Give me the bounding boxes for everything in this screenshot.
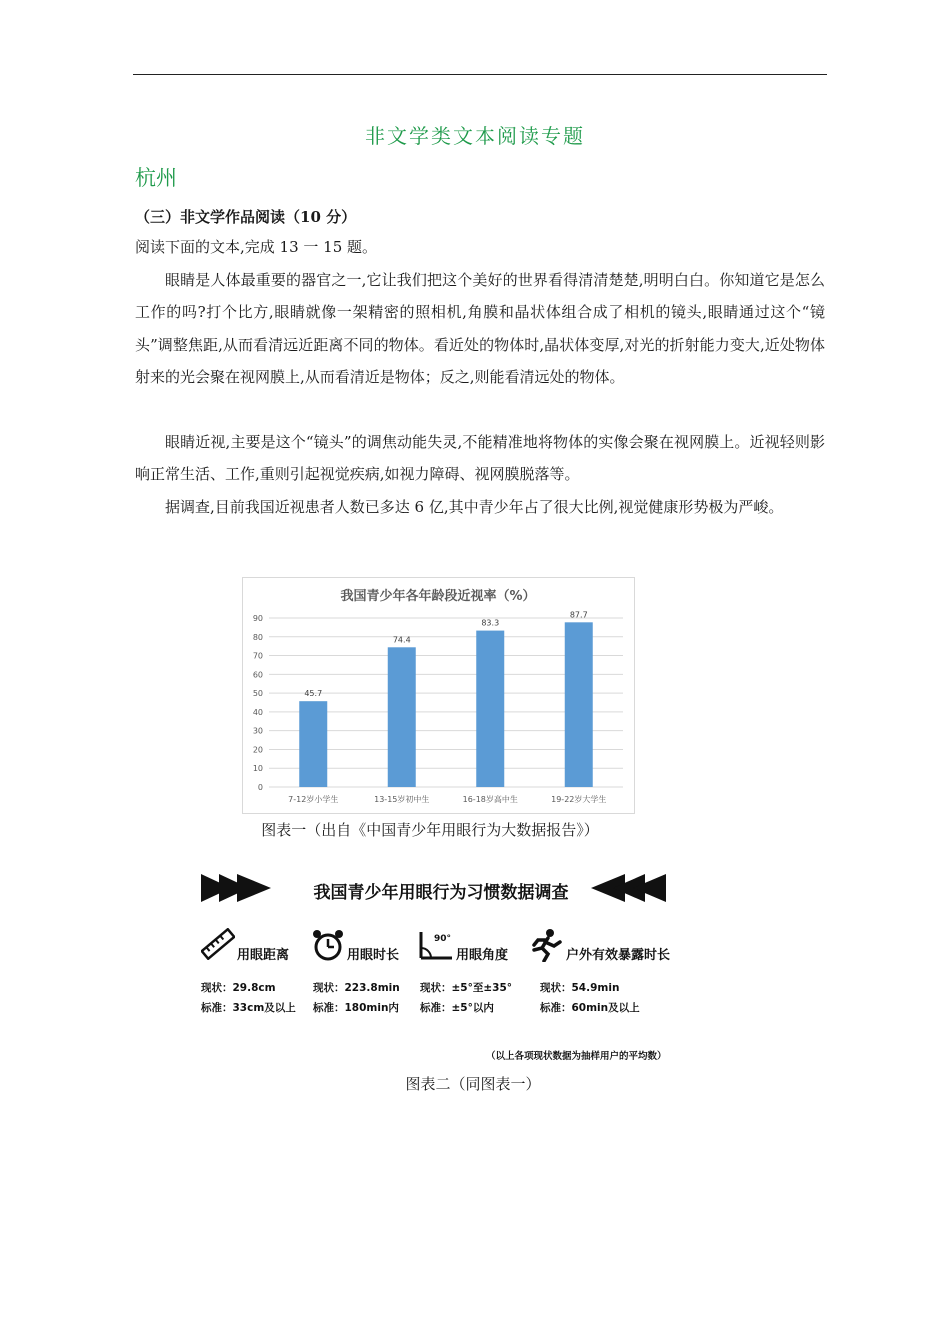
header-rule (133, 74, 827, 75)
y-tick-label: 20 (252, 745, 263, 755)
infographic-note: （以上各项现状数据为抽样用户的平均数） (486, 1051, 667, 1062)
arrow-left-icon (591, 870, 666, 906)
x-tick-label: 19-22岁大学生 (551, 795, 607, 804)
distance-standard: 标准：33cm及以上 (201, 1002, 296, 1014)
arrow-right-icon (201, 870, 271, 906)
x-tick-label: 7-12岁小学生 (288, 795, 339, 804)
myopia-rate-chart (242, 577, 635, 814)
data-label: 87.7 (569, 610, 588, 620)
chart-svg (243, 578, 634, 813)
y-tick-label: 90 (252, 614, 263, 623)
bar (476, 631, 504, 787)
angle-label: 用眼角度 (456, 948, 509, 963)
y-tick-label: 50 (252, 689, 263, 699)
bar (388, 647, 416, 787)
infographic-caption: 图表二（同图表一） (405, 1075, 541, 1093)
ruler-icon (201, 928, 235, 960)
data-label: 83.3 (481, 618, 500, 628)
instruction-text: 阅读下面的文本,完成 13 一 15 题。 (135, 238, 378, 256)
y-tick-label: 80 (252, 632, 263, 642)
duration-label: 用眼时长 (347, 948, 400, 963)
outdoor-status: 现状：54.9min (540, 982, 620, 994)
paragraph: 眼睛是人体最重要的器官之一,它让我们把这个美好的世界看得清清楚楚,明明白白。你知道它是怎么工作的吗?打个比方,眼睛就像一架精密的照相机,角膜和晶状体组合成了相机的镜头,眼睛通过这个“镜头”调整焦距,从而看清远近距离不同的物体。看近处的物体时,晶状体变厚,对光的折射能力变大,近处物体射来的光会聚在视网膜上,从而看清近是物体；反之,则能看清远处的物体。 (135, 271, 825, 387)
chart-title: 我国青少年各年龄段近视率（%） (340, 589, 536, 604)
y-tick-label: 40 (252, 707, 263, 717)
data-label: 45.7 (304, 689, 323, 699)
x-tick-label: 13-15岁初中生 (374, 795, 430, 804)
eye-habits-infographic (196, 860, 696, 1065)
paragraph: 眼睛近视,主要是这个“镜头”的调焦动能失灵,不能精准地将物体的实像会聚在视网膜上。近视轻则影响正常生活、工作,重则引起视觉疾病,如视力障碍、视网膜脱落等。 (135, 433, 825, 484)
y-tick-label: 0 (257, 783, 263, 792)
outdoor-standard: 标准：60min及以上 (540, 1002, 640, 1014)
bar (299, 701, 327, 787)
running-person-icon (528, 928, 564, 962)
document-title: 非文学类文本阅读专题 (365, 124, 585, 148)
angle-standard: 标准：±5°以内 (420, 1002, 494, 1014)
angle-status: 现状：±5°至±35° (420, 982, 513, 994)
paragraph: 据调查,目前我国近视患者人数已多达 6 亿,其中青少年占了很大比例,视觉健康形势极为严峻。 (165, 498, 784, 516)
infographic-title: 我国青少年用眼行为习惯数据调查 (313, 883, 569, 903)
section-heading: （三）非文学作品阅读（10 分） (135, 208, 357, 226)
y-tick-label: 10 (252, 764, 263, 774)
data-label: 74.4 (392, 635, 411, 645)
y-tick-label: 30 (252, 726, 263, 736)
x-tick-label: 16-18岁高中生 (462, 795, 518, 804)
angle-mark: 90° (434, 934, 452, 944)
outdoor-label: 户外有效暴露时长 (566, 948, 671, 963)
distance-status: 现状：29.8cm (201, 982, 276, 994)
duration-standard: 标准：180min内 (313, 1002, 399, 1014)
city-heading: 杭州 (135, 166, 177, 190)
angle-icon (418, 928, 456, 962)
bar (565, 622, 593, 787)
chart-caption: 图表一（出自《中国青少年用眼行为大数据报告》） (261, 821, 599, 839)
duration-status: 现状：223.8min (313, 982, 400, 994)
y-tick-label: 70 (252, 651, 263, 661)
alarm-clock-icon (311, 928, 345, 962)
distance-label: 用眼距离 (237, 948, 290, 963)
y-tick-label: 60 (252, 670, 263, 680)
